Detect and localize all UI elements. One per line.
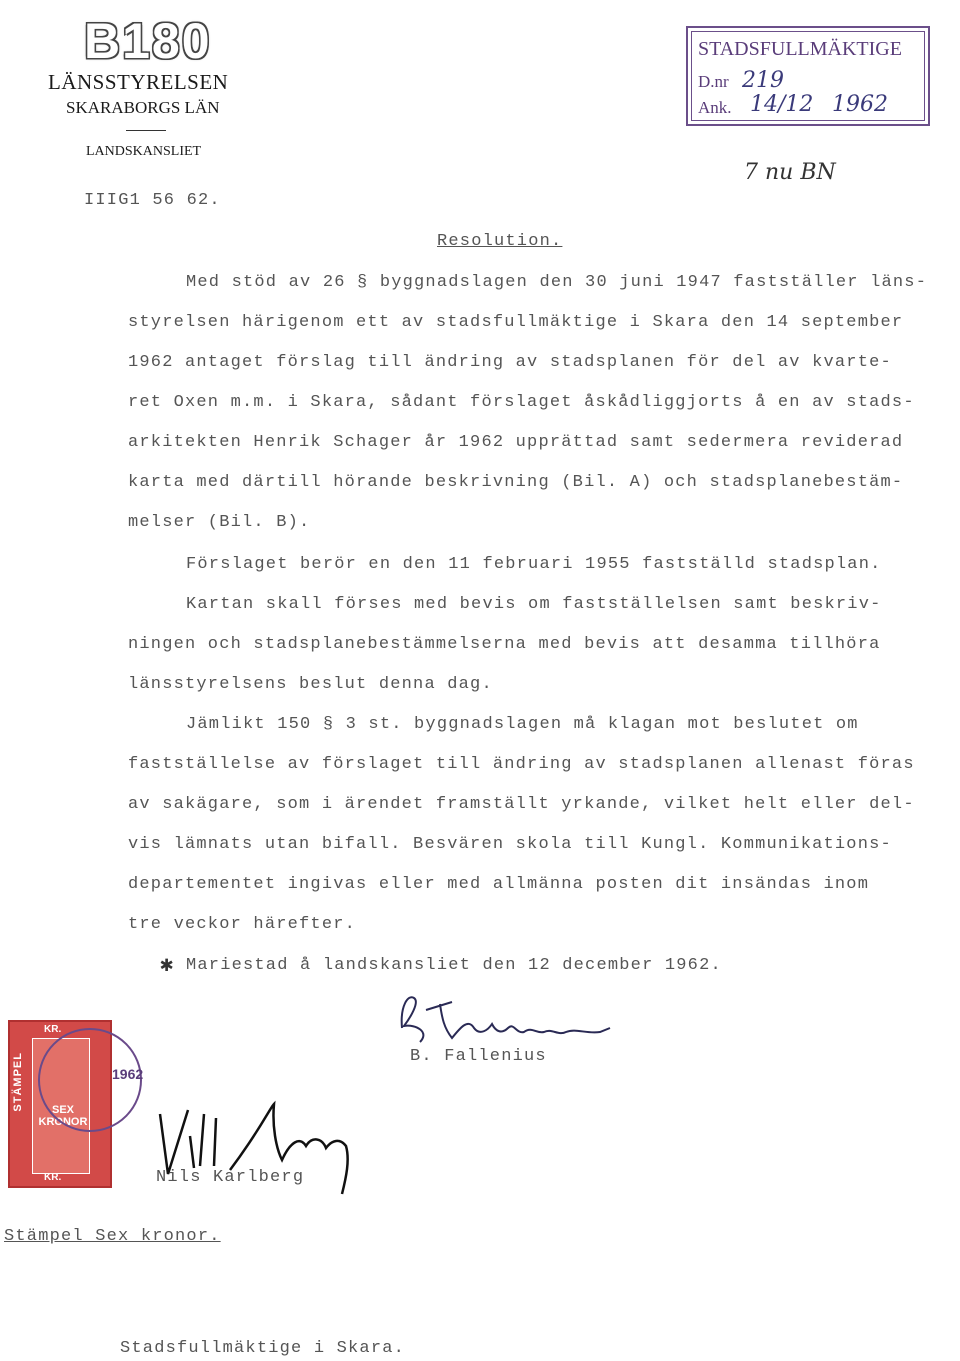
- handwritten-note: 7 nu BN: [744, 160, 836, 185]
- body-line: Jämlikt 150 § 3 st. byggnadslagen må klagan mot beslutet om: [186, 715, 859, 734]
- body-line: karta med därtill hörande beskrivning (Bil. A) och stadsplanebestäm-: [128, 473, 904, 492]
- body-line: Kartan skall förses med bevis om fastställelsen samt beskriv-: [186, 595, 882, 614]
- clerk-name: Nils Karlberg: [156, 1168, 305, 1187]
- fee-stamp-side-text: STÄMPEL: [12, 1052, 24, 1112]
- date-line: Mariestad å landskansliet den 12 december 1962.: [186, 956, 722, 975]
- body-line: departementet ingivas eller med allmänna posten dit insändas inom: [128, 875, 870, 894]
- body-line: tre veckor härefter.: [128, 915, 357, 934]
- body-line: fastställelse av förslaget till ändring av stadsplanen allenast föras: [128, 755, 915, 774]
- cancellation-date: 1962: [112, 1066, 144, 1082]
- body-line: Med stöd av 26 § byggnadslagen den 30 juni 1947 fastställer läns-: [186, 273, 928, 292]
- fee-stamp-bottom-text: KR.: [44, 1172, 62, 1183]
- received-stamp-dnr-value: 219: [742, 68, 784, 93]
- letterhead-divider: [126, 130, 166, 131]
- governor-name: B. Fallenius: [410, 1047, 547, 1066]
- body-line: Förslaget berör en den 11 februari 1955 fastställd stadsplan.: [186, 555, 882, 574]
- margin-mark: ✱: [160, 953, 174, 978]
- document-code: B180: [84, 13, 212, 69]
- body-line: melser (Bil. B).: [128, 513, 311, 532]
- body-line: 1962 antaget förslag till ändring av stadsplanen för del av kvarte-: [128, 353, 892, 372]
- reference-number: IIIG1 56 62.: [84, 191, 221, 210]
- received-stamp-ank-label: Ank.: [698, 98, 732, 117]
- stamp-note: Stämpel Sex kronor.: [4, 1227, 221, 1246]
- body-line: styrelsen härigenom ett av stadsfullmäktige i Skara den 14 september: [128, 313, 904, 332]
- fee-stamp-value: SEX KRONOR: [38, 1104, 88, 1128]
- body-line: arkitekten Henrik Schager år 1962 upprättad samt sedermera reviderad: [128, 433, 904, 452]
- body-line: vis lämnats utan bifall. Besvären skola till Kungl. Kommunikations-: [128, 835, 892, 854]
- issuer-county: SKARABORGS LÄN: [66, 98, 220, 117]
- addressee: Stadsfullmäktige i Skara.: [120, 1339, 406, 1358]
- governor-signature: [396, 988, 622, 1050]
- issuer-department: LANDSKANSLIET: [86, 144, 202, 159]
- body-line: ningen och stadsplanebestämmelserna med bevis att desamma tillhöra: [128, 635, 881, 654]
- document-title: Resolution.: [437, 232, 563, 251]
- fee-stamp-top-text: KR.: [44, 1024, 62, 1035]
- received-stamp: [686, 26, 930, 126]
- received-stamp-title: STADSFULLMÄKTIGE: [698, 38, 902, 60]
- body-line: av sakägare, som i ärendet framställt yrkande, vilket helt eller del-: [128, 795, 915, 814]
- received-stamp-ank-year: 1962: [832, 92, 888, 117]
- body-line: ret Oxen m.m. i Skara, sådant förslaget åskådliggjorts å en av stads-: [128, 393, 915, 412]
- body-line: länsstyrelsens beslut denna dag.: [128, 675, 493, 694]
- received-stamp-dnr-label: D.nr: [698, 72, 729, 91]
- received-stamp-ank-date: 14/12: [750, 92, 814, 117]
- issuer-name: LÄNSSTYRELSEN: [48, 70, 229, 94]
